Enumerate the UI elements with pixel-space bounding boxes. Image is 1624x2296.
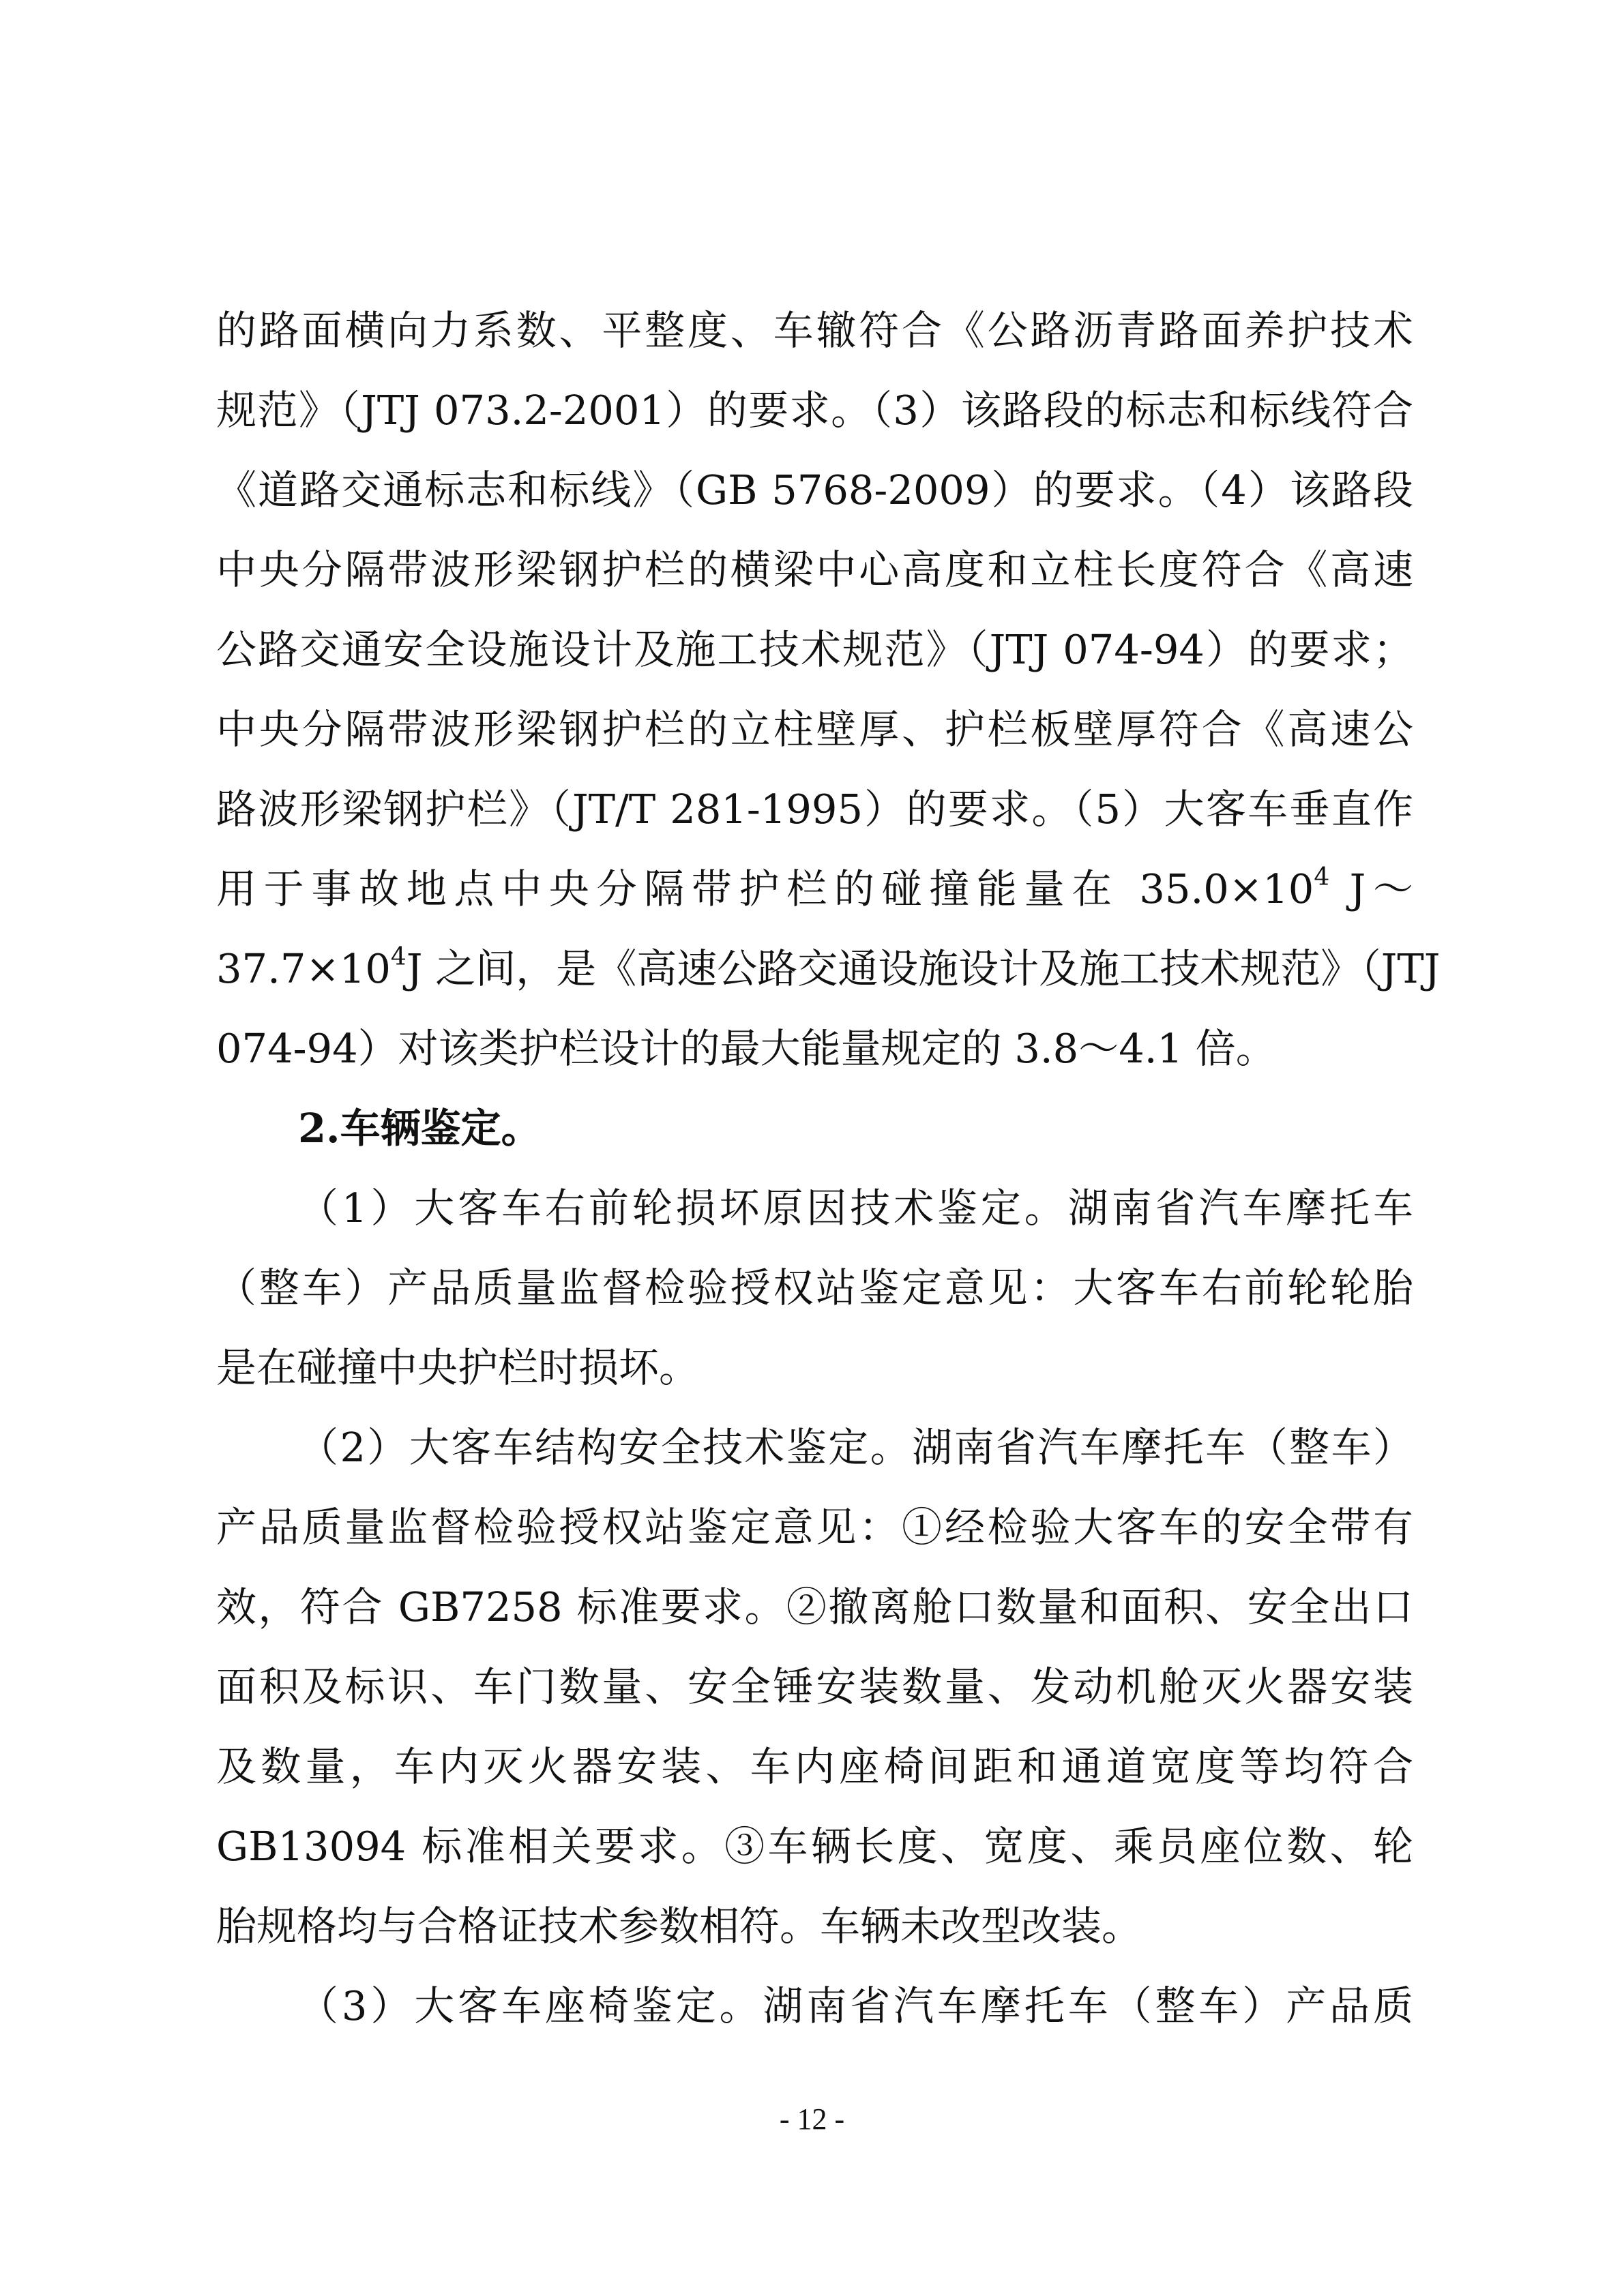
body-text-line: 产品质量监督检验授权站鉴定意见：①经检验大客车的安全带有 bbox=[216, 1504, 1413, 1551]
body-text-line: 是在碰撞中央护栏时损坏。 bbox=[216, 1344, 700, 1391]
text-segment: J 之间，是《高速公路交通设施设计及施工技术规范》（JTJ bbox=[406, 945, 1441, 992]
body-text-line: 路波形梁钢护栏》（JT/T 281-1995）的要求。（5）大客车垂直作 bbox=[216, 786, 1413, 833]
superscript-exponent: 4 bbox=[1314, 863, 1330, 891]
superscript-exponent: 4 bbox=[390, 943, 407, 971]
paragraph-first-line: （1）大客车右前轮损坏原因技术鉴定。湖南省汽车摩托车 bbox=[298, 1184, 1413, 1232]
body-text-line: 规范》（JTJ 073.2-2001）的要求。（3）该路段的标志和标线符合 bbox=[216, 387, 1413, 434]
paragraph-first-line: （2）大客车结构安全技术鉴定。湖南省汽车摩托车（整车） bbox=[298, 1424, 1413, 1471]
body-text-line: 中央分隔带波形梁钢护栏的立柱壁厚、护栏板壁厚符合《高速公 bbox=[216, 706, 1413, 753]
body-text-line: 的路面横向力系数、平整度、车辙符合《公路沥青路面养护技术 bbox=[216, 307, 1413, 354]
text-segment: 用于事故地点中央分隔带护栏的碰撞能量在 35.0×10 bbox=[216, 865, 1314, 912]
body-text-line: 及数量，车内灭火器安装、车内座椅间距和通道宽度等均符合 bbox=[216, 1743, 1413, 1790]
body-text-line: 公路交通安全设施设计及施工技术规范》（JTJ 074-94）的要求； bbox=[216, 626, 1413, 673]
paragraph-first-line: （3）大客车座椅鉴定。湖南省汽车摩托车（整车）产品质 bbox=[298, 1982, 1413, 2029]
text-segment: J～ bbox=[1329, 865, 1413, 912]
body-text-line-with-superscript bbox=[216, 931, 1441, 1007]
body-text-line: 074-94）对该类护栏设计的最大能量规定的 3.8～4.1 倍。 bbox=[216, 1025, 1276, 1072]
body-text-line: 胎规格均与合格证技术参数相符。车辆未改型改装。 bbox=[216, 1903, 1142, 1950]
body-text-line: 《道路交通标志和标线》（GB 5768-2009）的要求。（4）该路段 bbox=[216, 466, 1413, 513]
body-text-line: GB13094 标准相关要求。③车辆长度、宽度、乘员座位数、轮 bbox=[216, 1823, 1413, 1870]
text-segment: 37.7×10 bbox=[216, 945, 391, 992]
page-number: - 12 - bbox=[779, 2102, 845, 2136]
body-text-line-with-superscript bbox=[216, 852, 1413, 927]
section-heading: 2.车辆鉴定。 bbox=[298, 1105, 542, 1152]
body-text-line: 中央分隔带波形梁钢护栏的横梁中心高度和立柱长度符合《高速 bbox=[216, 546, 1413, 593]
body-text-line: 面积及标识、车门数量、安全锤安装数量、发动机舱灭火器安装 bbox=[216, 1663, 1413, 1710]
body-text-line: 效，符合 GB7258 标准要求。②撤离舱口数量和面积、安全出口 bbox=[216, 1583, 1413, 1630]
body-text-line: （整车）产品质量监督检验授权站鉴定意见：大客车右前轮轮胎 bbox=[216, 1264, 1413, 1311]
